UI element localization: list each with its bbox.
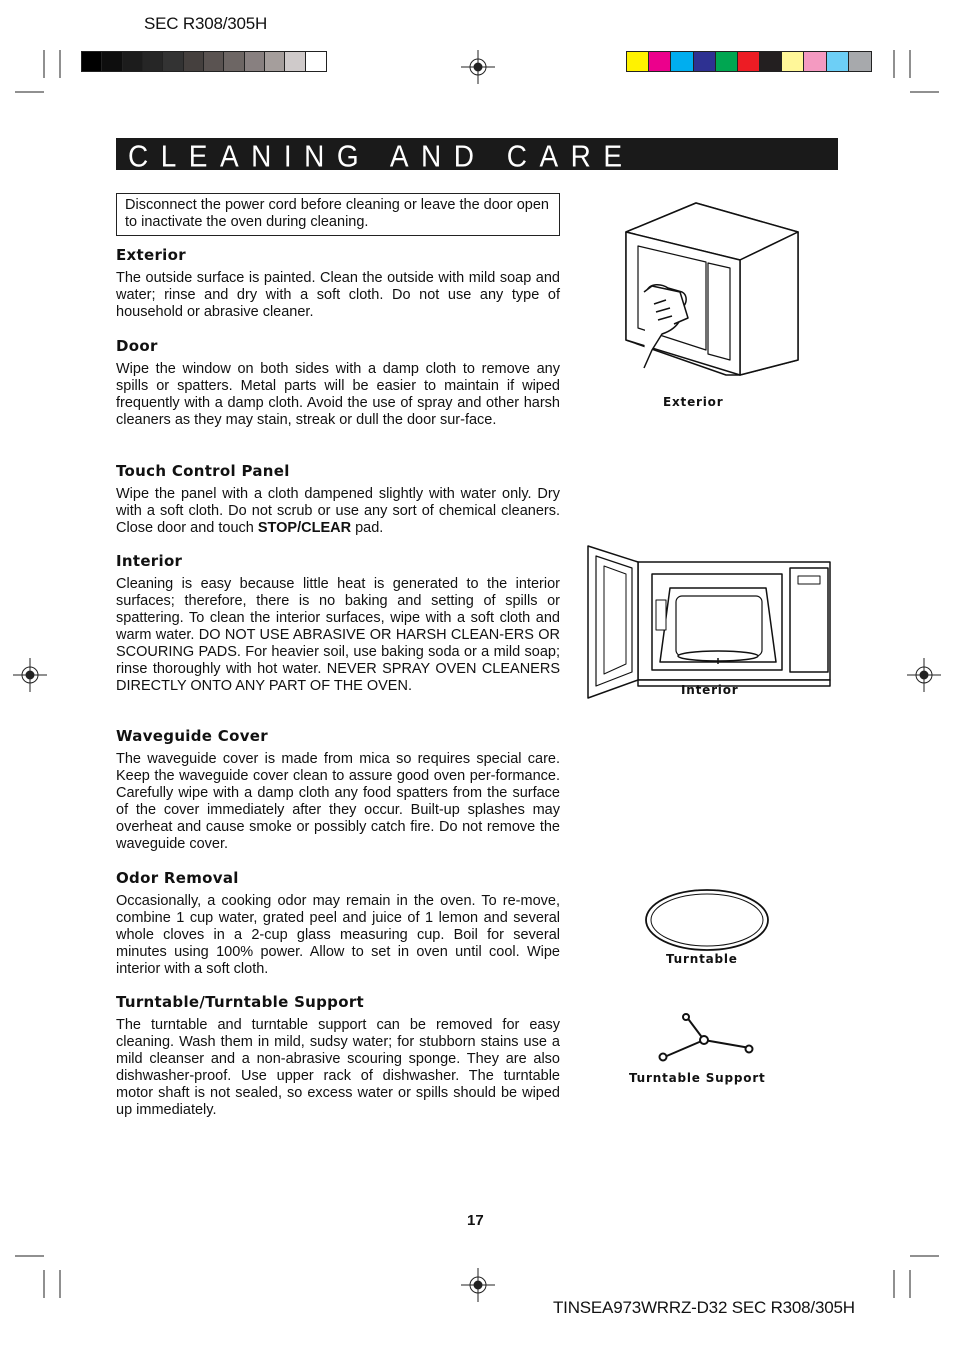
figure-caption-exterior: Exterior bbox=[663, 395, 724, 409]
section-title-bar bbox=[116, 138, 838, 174]
section-exterior bbox=[116, 246, 560, 321]
section-body-text: pad. bbox=[351, 520, 384, 536]
turntable-illustration bbox=[644, 888, 770, 952]
page-title: CLEANING AND CARE bbox=[128, 139, 635, 174]
section-waveguide-cover bbox=[116, 727, 560, 853]
section-turntable bbox=[116, 993, 560, 1119]
section-odor-removal bbox=[116, 869, 560, 978]
section-heading: Door bbox=[116, 337, 158, 355]
section-body: Occasionally, a cooking odor may remain in the oven. To re-move, combine 1 cup water, grated peel and juice of 1 lemon and several whole cloves in a 2-cup glass measuring cup. Boil for several minutes using 100% power. Allow to set in oven until cool. Wipe interior with a soft cloth. bbox=[116, 893, 560, 977]
power-notice-box: Disconnect the power cord before cleaning or leave the door open to inactivate the oven during cleaning. bbox=[116, 193, 560, 236]
document-code-footer: TINSEA973WRRZ-D32 SEC R308/305H bbox=[553, 1298, 855, 1317]
section-heading: Interior bbox=[116, 552, 183, 570]
registration-mark-icon bbox=[461, 1268, 495, 1302]
section-body: The waveguide cover is made from mica so requires special care. Keep the waveguide cover clean to assure good oven per-formance. Carefully wipe with a damp cloth any food spatters from the surface of the cover immediately after they occur. Built-up splashes may overheat and cause smoke or possibly catch fire. Do not remove the waveguide cover. bbox=[116, 751, 560, 852]
section-heading: Turntable/Turntable Support bbox=[116, 993, 364, 1011]
interior-cleaning-illustration bbox=[580, 540, 830, 700]
registration-mark-icon bbox=[13, 658, 47, 692]
figure-caption-interior: Interior bbox=[681, 683, 739, 697]
registration-mark-icon bbox=[907, 658, 941, 692]
document-model-header: SEC R308/305H bbox=[144, 14, 268, 33]
section-body: Cleaning is easy because little heat is generated to the interior surfaces; therefore, there is no baking and setting of spills or spattering. To clean the interior surfaces, wipe with a soft cloth and warm water. DO NOT USE ABRASIVE OR HARSH CLEAN-ERS OR SCOURING PADS. For heavier soil, use baking soda or a mild soap; rinse thoroughly with hot water. NEVER SPRAY OVEN CLEANERS DIRECTLY ONTO ANY PART OF THE OVEN. bbox=[116, 576, 560, 694]
section-door bbox=[116, 337, 560, 429]
section-body-text: Wipe the panel with a cloth dampened slightly with water only. Dry with a soft cloth. Do not scrub or use any sort of chemical cleaners. Close door and touch bbox=[116, 486, 560, 536]
stop-clear-pad-label: STOP/CLEAR bbox=[257, 520, 352, 536]
section-heading: Touch Control Panel bbox=[116, 462, 290, 480]
section-heading: Exterior bbox=[116, 246, 186, 264]
section-interior bbox=[116, 552, 560, 695]
exterior-cleaning-illustration bbox=[610, 200, 810, 390]
section-body bbox=[116, 486, 560, 537]
section-touch-control-panel bbox=[116, 462, 560, 537]
turntable-support-illustration bbox=[656, 1012, 756, 1064]
figure-caption-turntable-support: Turntable Support bbox=[629, 1071, 766, 1085]
section-body: Wipe the window on both sides with a damp cloth to remove any spills or spatters. Metal parts will be easier to maintain if wiped frequently with a damp cloth. Avoid the use of spray and other harsh cleaners as they may stain, streak or dull the door sur-face. bbox=[116, 361, 560, 428]
figure-caption-turntable: Turntable bbox=[666, 952, 738, 966]
section-body: The turntable and turntable support can be removed for easy cleaning. Wash them in mild, sudsy water; for stubborn stains use a mild cleanser and a non-abrasive scouring sponge. They are also dishwasher-proof. Use upper rack of dishwasher. The turntable motor shaft is not sealed, so excess water or spills should be wiped up immediately. bbox=[116, 1017, 560, 1118]
registration-mark-icon bbox=[461, 50, 495, 84]
page-number: 17 bbox=[467, 1212, 484, 1229]
section-heading: Odor Removal bbox=[116, 869, 239, 887]
section-heading: Waveguide Cover bbox=[116, 727, 268, 745]
section-body: The outside surface is painted. Clean the outside with mild soap and water; rinse and dry with a soft cloth. Do not use any type of household or abrasive cleaner. bbox=[116, 270, 560, 320]
